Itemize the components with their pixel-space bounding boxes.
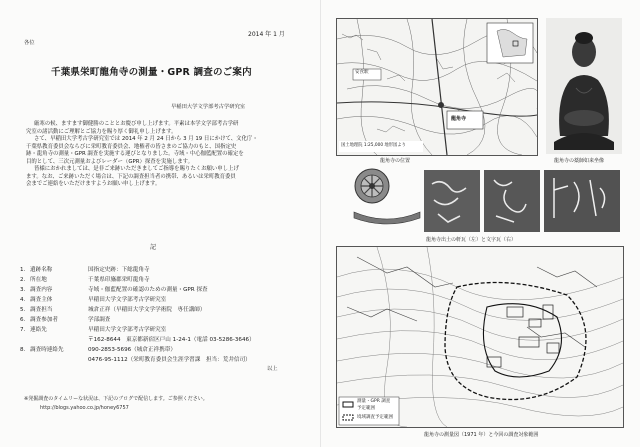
paragraph-line: 厳寒の候、ますます御健勝のこととお慶び申し上げます。平素は本学文学部考古学研 xyxy=(34,121,239,127)
inscribed-tile-2 xyxy=(484,170,540,232)
detail-row xyxy=(20,345,176,353)
roof-tile-flat xyxy=(352,206,422,228)
detail-row xyxy=(20,335,255,343)
legend-boundary: 境域調査予定範囲 xyxy=(357,415,393,420)
detail-label: 調査担当 xyxy=(30,307,53,313)
figures-panel xyxy=(320,0,640,447)
closing-text: 以上 xyxy=(267,366,278,372)
detail-label: 調査時連絡先 xyxy=(30,347,64,353)
detail-row xyxy=(20,315,110,323)
salutation: 各位 xyxy=(24,40,35,46)
paragraph-line: 千葉県教育委員会ならびに栄町教育委員会、地権者の皆さまのご協力のもと、国指定史 xyxy=(26,143,237,150)
detail-number: 4. xyxy=(20,297,26,303)
paragraph-line: さて、早稲田大学考古学研究室では 2014 年 2 月 24 日から 3 月 19 日にかけて、文化庁・ xyxy=(34,136,258,142)
detail-value: 0476-95-1112（栄町教育委員会生涯学習課 担当：荒井信司） xyxy=(88,357,251,363)
paragraph-line: 皆様におかれましては、是非ご来跡いただきましてご指導を賜りたくお願い申し上げ xyxy=(34,166,239,172)
detail-label: 調査参加者 xyxy=(30,317,58,323)
buddha-drawing xyxy=(546,18,622,154)
detail-label: 所在地 xyxy=(30,277,47,283)
buddha-photo xyxy=(546,18,622,154)
survey-map xyxy=(336,246,624,428)
detail-value: 寺域・伽藍配置の確認のための測量・GPR 探査 xyxy=(88,287,208,293)
detail-value: 千葉県印旛郡栄町龍角寺 xyxy=(88,277,150,283)
detail-value: 090-2853-5696（城倉正祥携帯） xyxy=(88,347,176,353)
sender-organization: 早稲田大学文学部考古学研究室 xyxy=(171,104,246,110)
detail-number: 3. xyxy=(20,287,26,293)
detail-row xyxy=(20,285,208,293)
detail-number: 1. xyxy=(20,267,26,273)
town-label: 安食駅 xyxy=(355,70,369,75)
detail-row xyxy=(20,295,166,303)
inscribed-tile-3-drawing xyxy=(544,170,620,232)
paragraph-line: 目的として、三次元測量およびレーダー（GPR）探査を実施します。 xyxy=(26,158,193,165)
detail-value: 学部調査 xyxy=(88,317,111,323)
detail-row xyxy=(20,265,150,273)
detail-number: 6. xyxy=(20,317,26,323)
detail-value: 早稲田大学文学部考古学研究室 xyxy=(88,297,167,303)
detail-number: 7. xyxy=(20,327,26,333)
detail-number: 5. xyxy=(20,307,26,313)
detail-row xyxy=(20,275,150,283)
buddha-caption: 龍角寺の薬師如来坐像 xyxy=(554,158,605,164)
letter-title: 千葉県栄町龍角寺の測量・GPR 調査のご案内 xyxy=(51,67,252,78)
legend-survey: 測量・GPR 調査 xyxy=(357,399,391,404)
paragraph-line: ます。なお、ご来跡いただく場合は、下記の調査担当者の携帯、あるいは栄町教育委員 xyxy=(26,173,236,180)
blog-url: http://blogs.yahoo.co.jp/honey6757 xyxy=(40,405,129,411)
detail-label: 調査主体 xyxy=(30,297,53,303)
temple-label: 龍角寺 xyxy=(451,116,467,122)
location-map xyxy=(336,18,538,156)
inscribed-tile-2-drawing xyxy=(484,170,540,232)
detail-value: 〒162-8644 東京都新宿区戸山 1-24-1（電話 03-5286-3646） xyxy=(88,337,255,343)
detail-row xyxy=(20,355,251,363)
map-scale-note: 国土地理院 1:25,000 地形図より xyxy=(341,143,406,148)
detail-number: 2. xyxy=(20,277,26,283)
detail-value: 早稲田大学文学部考古学研究室 xyxy=(88,327,167,333)
inscribed-tile-3 xyxy=(544,170,620,232)
flat-tile-drawing xyxy=(352,206,422,228)
paragraph-line: 会までご連絡をいただけますようお願い申し上げます。 xyxy=(26,181,161,187)
legend-planned: 予定範囲 xyxy=(357,406,375,411)
location-caption: 龍角寺の位置 xyxy=(380,158,411,164)
blog-note: ※発掘調査のタイムリーな状況は、下記のブログで配信します。ご参照ください。 xyxy=(24,396,208,402)
detail-number: 8. xyxy=(20,347,26,353)
survey-map-caption: 龍角寺の測量図（1971 年）と今回の調査対象範囲 xyxy=(424,432,539,438)
detail-label: 連絡先 xyxy=(30,327,47,333)
paragraph-line: 跡・龍角寺の測量・GPR 調査を実施する運びとなりました。寺域・中心伽藍配置の確定を xyxy=(26,151,244,157)
ki-heading: 記 xyxy=(150,244,157,251)
paragraph-line: 究室の諸活動にご理解とご協力を賜り厚く御礼申し上げます。 xyxy=(26,128,177,135)
letter-date: 2014 年 1 月 xyxy=(248,31,285,38)
detail-label: 遺跡名称 xyxy=(30,267,53,273)
detail-row xyxy=(20,305,205,313)
detail-value: 国指定史跡：下総龍角寺 xyxy=(88,267,150,273)
tiles-caption: 龍角寺出土の軒瓦（左）と文字瓦（右） xyxy=(426,237,517,243)
detail-value: 城倉正祥（早稲田大学文学学術院 専任講師） xyxy=(88,307,206,313)
location-map-drawing xyxy=(337,19,537,155)
inscribed-tile-1-drawing xyxy=(424,170,480,232)
detail-label: 調査内容 xyxy=(30,287,53,293)
inscribed-tile-1 xyxy=(424,170,480,232)
detail-row xyxy=(20,325,166,333)
